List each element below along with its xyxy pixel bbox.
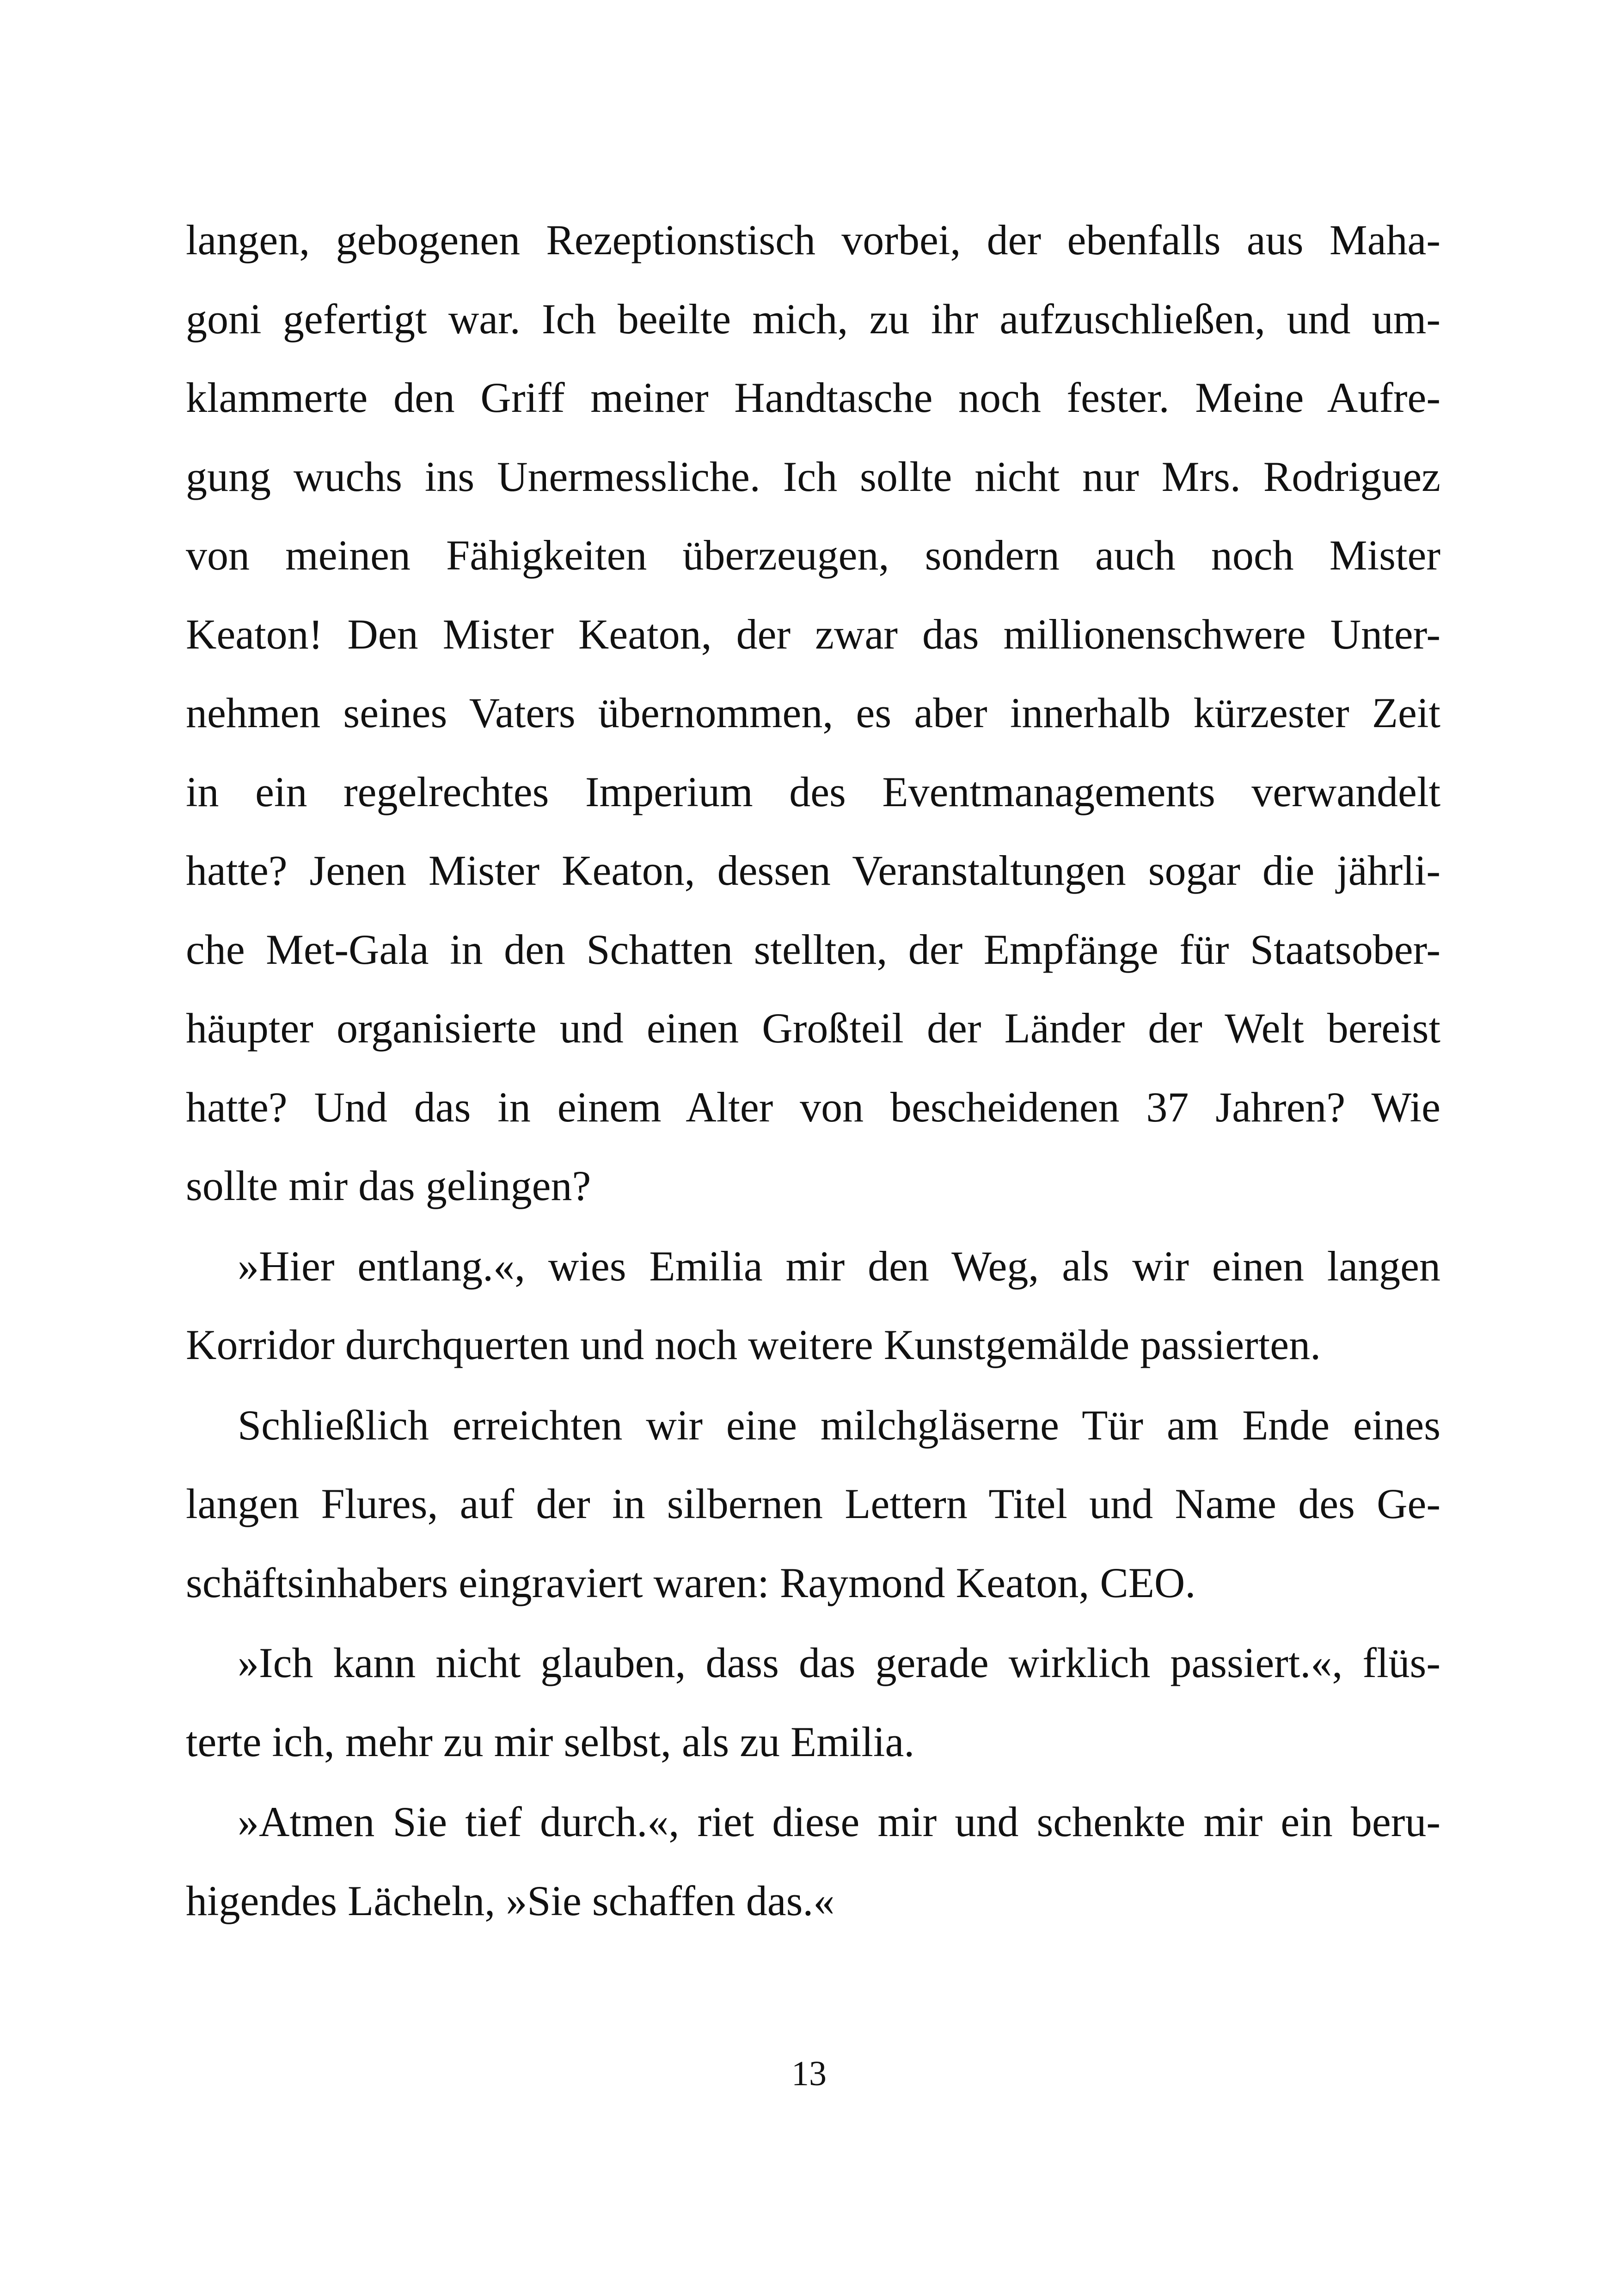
- text-line: hatte? Jenen Mister Keaton, dessen Veranstaltungen sogar die jährli-: [186, 847, 1440, 894]
- text-line: klammerte den Griff meiner Handtasche noch fester. Meine Aufre-: [186, 374, 1440, 421]
- paragraph-1: [186, 201, 1440, 1225]
- text-line: langen Flures, auf der in silbernen Lettern Titel und Name des Ge-: [186, 1480, 1440, 1527]
- text-line: Schließlich erreichten wir eine milchgläserne Tür am Ende eines: [238, 1401, 1440, 1449]
- text-line: »Atmen Sie tief durch.«, riet diese mir und schenkte mir ein beru-: [238, 1798, 1440, 1845]
- text-line: häupter organisierte und einen Großteil der Länder der Welt bereist: [186, 1004, 1440, 1052]
- paragraph-5: [186, 1782, 1440, 1940]
- text-line: »Ich kann nicht glauben, dass das gerade wirklich passiert.«, flüs-: [238, 1639, 1440, 1686]
- text-line: sollte mir das gelingen?: [186, 1162, 591, 1209]
- text-line: hatte? Und das in einem Alter von bescheidenen 37 Jahren? Wie: [186, 1083, 1440, 1131]
- text-line: langen, gebogenen Rezeptionstisch vorbei, der ebenfalls aus Maha-: [186, 216, 1440, 263]
- paragraph-4: [186, 1623, 1440, 1781]
- body-text: [186, 201, 1440, 1940]
- text-line: higendes Lächeln, »Sie schaffen das.«: [186, 1877, 835, 1924]
- text-line: von meinen Fähigkeiten überzeugen, sondern auch noch Mister: [186, 532, 1440, 579]
- text-line: Keaton! Den Mister Keaton, der zwar das millionenschwere Unter-: [186, 610, 1440, 658]
- text-line: goni gefertigt war. Ich beeilte mich, zu ihr aufzuschließen, und um-: [186, 295, 1440, 343]
- paragraph-3: [186, 1386, 1440, 1623]
- text-line: schäftsinhabers eingraviert waren: Raymond Keaton, CEO.: [186, 1559, 1196, 1606]
- text-line: terte ich, mehr zu mir selbst, als zu Emilia.: [186, 1718, 915, 1765]
- text-line: Korridor durchquerten und noch weitere Kunstgemälde passierten.: [186, 1321, 1321, 1368]
- text-line: in ein regelrechtes Imperium des Eventmanagements verwandelt: [186, 768, 1440, 815]
- paragraph-2: [186, 1227, 1440, 1384]
- text-line: nehmen seines Vaters übernommen, es aber innerhalb kürzester Zeit: [186, 689, 1440, 736]
- text-line: »Hier entlang.«, wies Emilia mir den Weg, als wir einen langen: [238, 1242, 1440, 1290]
- text-line: gung wuchs ins Unermessliche. Ich sollte nicht nur Mrs. Rodriguez: [186, 453, 1440, 500]
- page-number: 13: [791, 2054, 827, 2093]
- text-line: che Met-Gala in den Schatten stellten, der Empfänge für Staatsober-: [186, 925, 1440, 973]
